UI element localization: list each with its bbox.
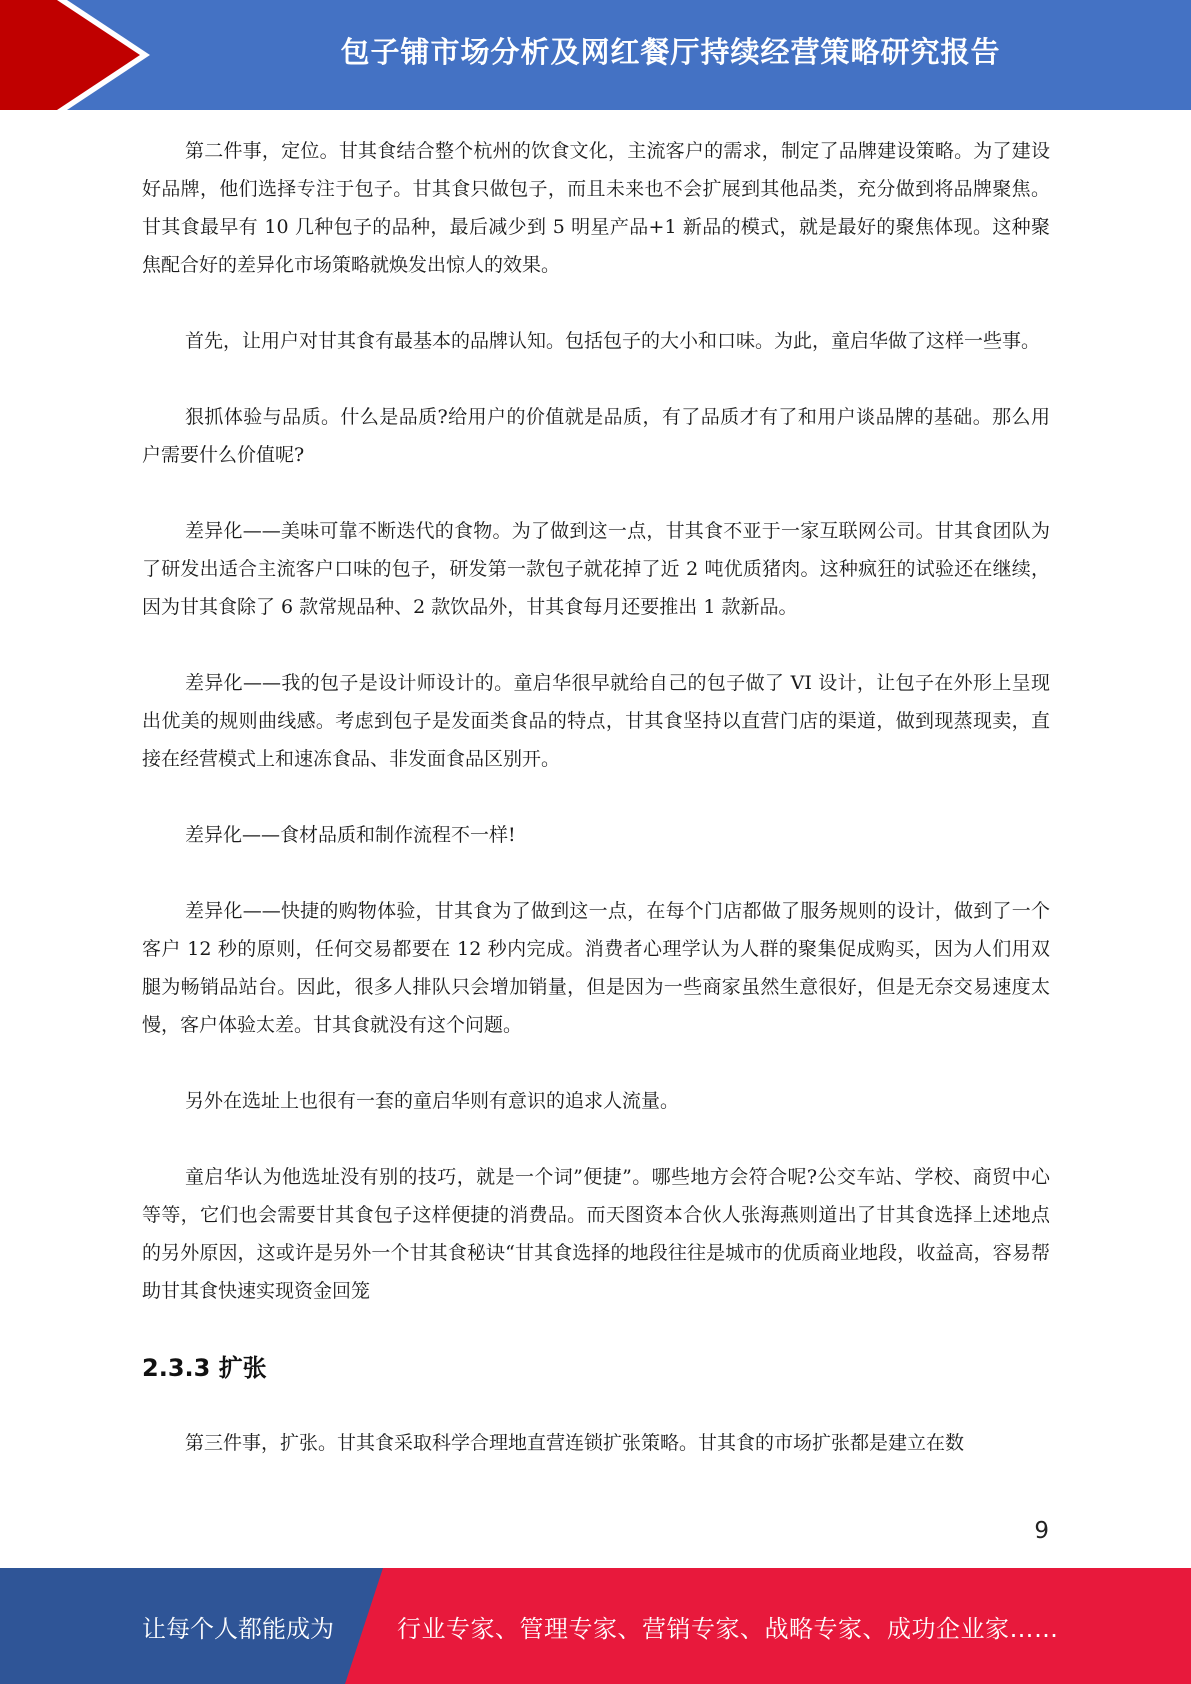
header-chevron-red xyxy=(0,0,140,110)
paragraph: 首先，让用户对甘其食有最基本的品牌认知。包括包子的大小和口味。为此，童启华做了这样一些事。 xyxy=(185,330,1041,352)
page-header xyxy=(0,0,1191,110)
paragraph: 第三件事，扩张。甘其食采取科学合理地直营连锁扩张策略。甘其食的市场扩张都是建立在数 xyxy=(185,1432,965,1454)
paragraph: 差异化——食材品质和制作流程不一样! xyxy=(185,824,516,846)
report-title: 包子铺市场分析及网红餐厅持续经营策略研究报告 xyxy=(340,34,1001,69)
footer-slogan-left: 让每个人都能成为 xyxy=(142,1614,334,1643)
paragraph: 童启华认为他选址没有别的技巧，就是一个词”便捷”。哪些地方会符合呢?公交车站、学校、商贸中心等等，它们也会需要甘其食包子这样便捷的消费品。而天图资本合伙人张海燕则道出了甘其食选择上述地点的另外原因，这或许是另外一个甘其食秘诀“甘其食选择的地段往往是城市的优质商业地段，收益高，容易帮助甘其食快速实现资金回笼 xyxy=(142,1166,1050,1302)
page-number: 9 xyxy=(1034,1518,1049,1544)
page-footer xyxy=(0,1568,1191,1684)
paragraph: 另外在选址上也很有一套的童启华则有意识的追求人流量。 xyxy=(185,1090,680,1112)
paragraph: 第二件事，定位。甘其食结合整个杭州的饮食文化，主流客户的需求，制定了品牌建设策略。为了建设好品牌，他们选择专注于包子。甘其食只做包子，而且未来也不会扩展到其他品类，充分做到将品牌聚焦。甘其食最早有 10 几种包子的品种，最后减少到 5 明星产品+1 新品的模式，就是最好的聚焦体现。这种聚焦配合好的差异化市场策略就焕发出惊人的效果。 xyxy=(142,140,1050,276)
footer-slogan-right: 行业专家、管理专家、营销专家、战略专家、成功企业家…… xyxy=(397,1614,1059,1643)
section-heading: 2.3.3 扩张 xyxy=(142,1354,267,1382)
document-body xyxy=(142,132,1050,1500)
paragraph: 差异化——快捷的购物体验，甘其食为了做到这一点，在每个门店都做了服务规则的设计，做到了一个客户 12 秒的原则，任何交易都要在 12 秒内完成。消费者心理学认为人群的聚集促成购买，因为人们用双腿为畅销品站台。因此，很多人排队只会增加销量，但是因为一些商家虽然生意很好，但是无奈交易速度太慢，客户体验太差。甘其食就没有这个问题。 xyxy=(142,900,1050,1036)
paragraph: 差异化——美味可靠不断迭代的食物。为了做到这一点，甘其食不亚于一家互联网公司。甘其食团队为了研发出适合主流客户口味的包子，研发第一款包子就花掉了近 2 吨优质猪肉。这种疯狂的试验还在继续，因为甘其食除了 6 款常规品种、2 款饮品外，甘其食每月还要推出 1 款新品。 xyxy=(142,520,1050,618)
paragraph: 狠抓体验与品质。什么是品质?给用户的价值就是品质，有了品质才有了和用户谈品牌的基础。那么用户需要什么价值呢? xyxy=(142,406,1050,466)
paragraph: 差异化——我的包子是设计师设计的。童启华很早就给自己的包子做了 VI 设计，让包子在外形上呈现出优美的规则曲线感。考虑到包子是发面类食品的特点，甘其食坚持以直营门店的渠道，做到现蒸现卖，直接在经营模式上和速冻食品、非发面食品区别开。 xyxy=(142,672,1050,770)
